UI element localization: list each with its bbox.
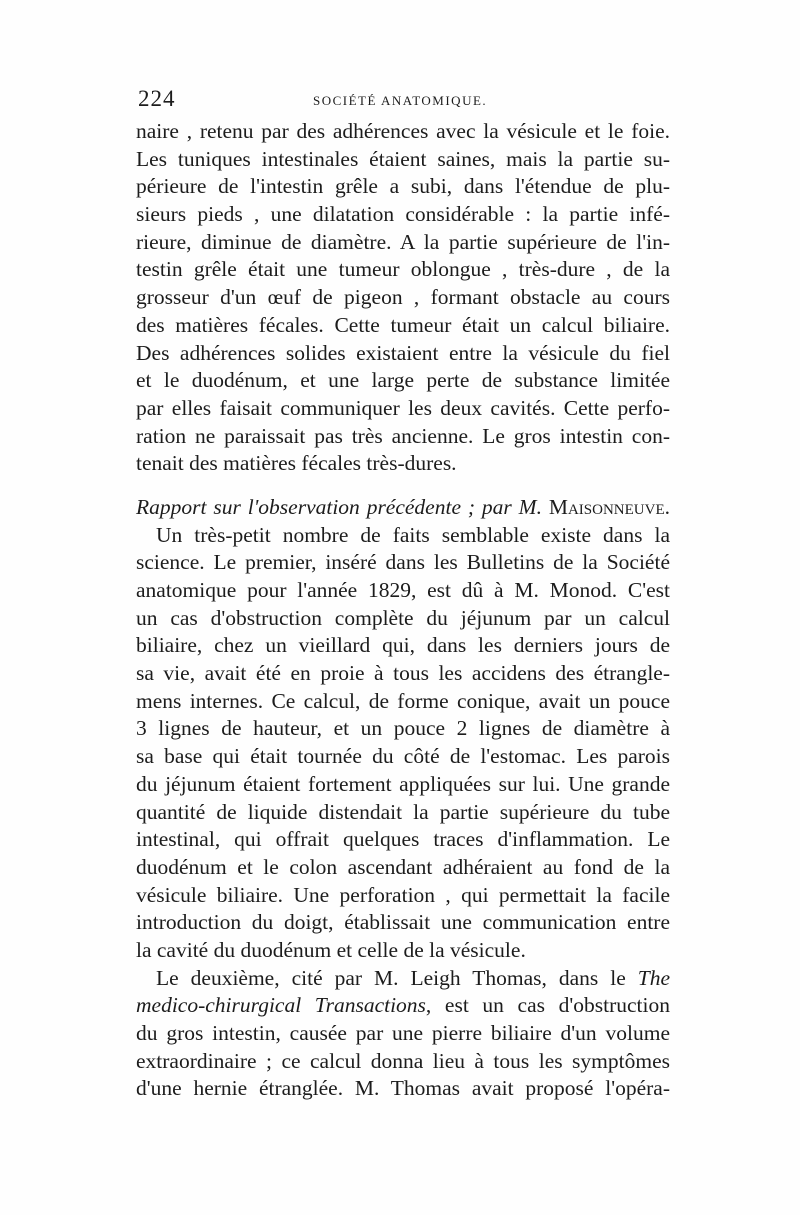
text-line: naire , retenu par des adhérences avec la vésicule et le foie. [136,119,670,143]
paragraph-observation-end [136,118,670,478]
text-line: des matières fécales. Cette tumeur était un calcul biliaire. [136,312,670,337]
text-line: testin grêle était une tumeur oblongue , très-dure , de la [136,257,670,282]
text-line: science. Le premier, inséré dans les Bulletins de la Société [136,550,670,575]
paragraph-second-case [136,965,670,1103]
text-line: d'une hernie étranglée. M. Thomas avait proposé l'opéra- [136,1076,670,1101]
text-line: 3 lignes de hauteur, et un pouce 2 lignes de diamètre à [136,716,670,741]
journal-title-start: The [637,965,670,990]
text-line: introduction du doigt, établissait une communication entre [136,910,670,935]
text-line: Un très-petit nombre de faits semblable existe dans la [156,522,670,547]
section-spacer [136,478,670,494]
text-line: Des adhérences solides existaient entre la vésicule du fiel [136,340,670,365]
text-line [136,965,670,993]
page-body [136,118,670,1103]
text-line: par elles faisait communiquer les deux cavités. Cette perfo- [136,395,670,420]
text-span: , est un cas d'obstruction [425,993,670,1018]
text-line: sieurs pieds , une dilatation considérable : la partie infé- [136,202,670,227]
text-line: ration ne paraissait pas très ancienne. Le gros intestin con- [136,423,670,448]
text-line: vésicule biliaire. Une perforation , qui permettait la facile [136,882,670,907]
text-line: et le duodénum, et une large perte de substance limitée [136,368,670,393]
text-line: biliaire, chez un vieillard qui, dans les derniers jours de [136,633,670,658]
paragraph-report [136,522,670,965]
section-title-italic: Rapport sur l'observation précédente ; par M. [136,494,542,519]
text-line: duodénum et le colon ascendant adhéraient au fond de la [136,854,670,879]
text-line: extraordinaire ; ce calcul donna lieu à tous les symptômes [136,1048,670,1073]
text-line: anatomique pour l'année 1829, est dû à M. Monod. C'est [136,578,670,602]
running-head: SOCIÉTÉ ANATOMIQUE. [313,93,488,108]
text-line: Les tuniques intestinales étaient saines, mais la partie su- [136,146,670,171]
text-line: du gros intestin, causée par une pierre biliaire d'un volume [136,1021,670,1045]
journal-title-end: medico-chirurgical Transactions [136,993,426,1018]
text-line: mens internes. Ce calcul, de forme conique, avait un pouce [136,688,670,713]
text-line: sa base qui était tournée du côté de l'estomac. Les parois [136,744,670,769]
text-line: grosseur d'un œuf de pigeon , formant obstacle au cours [136,285,670,310]
text-line: un cas d'obstruction complète du jéjunum par un calcul [136,605,670,630]
text-line: quantité de liquide distendait la partie supérieure du tube [136,799,670,824]
text-line: intestinal, qui offrait quelques traces d'inflammation. Le [136,827,670,852]
page-header [138,86,678,114]
text-line [136,992,670,1020]
section-title-author: Maisonneuve. [548,494,670,519]
text-line: périeure de l'intestin grêle a subi, dans l'étendue de plu- [136,174,670,199]
text-line: tenait des matières fécales très-dures. [136,451,457,476]
page-number: 224 [138,86,176,111]
text-line: sa vie, avait été en proie à tous les accidens des étrangle- [136,661,670,686]
section-title [136,494,670,522]
text-line: du jéjunum étaient fortement appliquées sur lui. Une grande [136,771,670,796]
text-line: rieure, diminue de diamètre. A la partie supérieure de l'in- [136,229,670,254]
text-line: la cavité du duodénum et celle de la vésicule. [136,937,526,962]
text-span: Le deuxième, cité par M. Leigh Thomas, dans le [156,965,626,990]
